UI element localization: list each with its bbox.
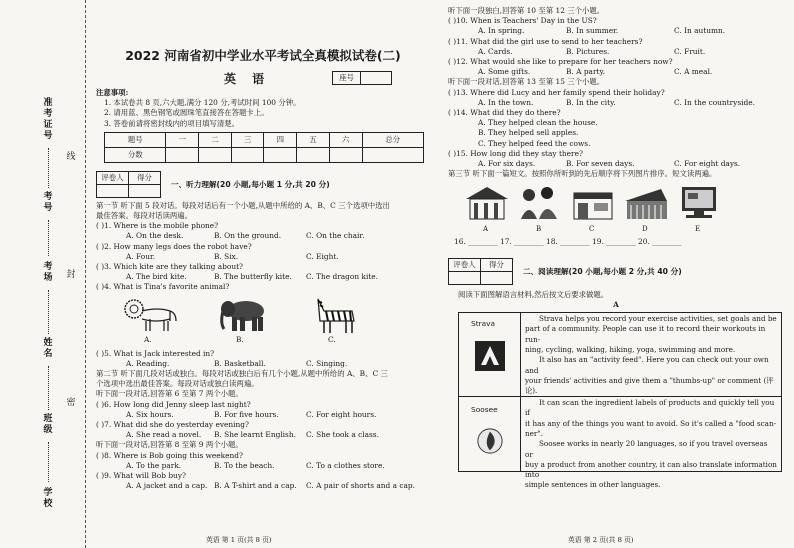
option-c: C. On the chair. <box>306 231 365 241</box>
score-header: 六 <box>329 132 362 147</box>
option-b: B. She learnt English. <box>214 430 296 440</box>
note-item: 1. 本试卷共 8 页,六大题,满分 120 分,考试时间 100 分钟。 <box>104 98 301 108</box>
label-admission-no: 准考证号 <box>43 98 53 141</box>
question-2: ( )2. How many legs does the robot have? <box>96 241 252 251</box>
section2-intro: 第二节 听下面几段对话或独白。每段对话或独白后有几个小题,从题中所给的 A、B、C 三 <box>96 369 388 379</box>
option-b: B. On the ground. <box>214 231 282 241</box>
question-10: ( )10. When is Teachers' Day in the US? <box>448 16 597 26</box>
score-cell[interactable] <box>297 147 330 162</box>
page-footer: 英语 第 2 页(共 8 页) <box>568 536 634 544</box>
q13-15-intro: 听下面一段对话,回答第 13 至第 15 三个小题。 <box>448 77 605 87</box>
label-class: 班级 <box>43 414 53 435</box>
score-header: 三 <box>231 132 264 147</box>
note-item: 3. 答卷前请将密封线内的项目填写清楚。 <box>104 118 240 128</box>
seat-label: 座号 <box>333 72 361 84</box>
grader-label: 评卷人 <box>97 171 129 184</box>
grader-field[interactable] <box>97 184 129 197</box>
notes-heading: 注意事项: <box>96 88 129 97</box>
passage-label: A <box>613 299 619 309</box>
computer-icon <box>674 183 724 223</box>
fill-line <box>48 366 49 410</box>
strava-text: Strava helps you record your exercise activities, set goals and be <box>539 314 777 324</box>
option-a: A. Some gifts. <box>478 67 531 77</box>
score-header: 五 <box>297 132 330 147</box>
friends-icon <box>515 183 565 223</box>
soosee-icon <box>476 427 504 455</box>
label-school: 学校 <box>43 488 53 509</box>
strava-text: ning, cycling, walking, hiking, yoga, swimming and more. <box>525 344 736 354</box>
part2-heading: 二、阅读理解(20 小题,每小题 2 分,共 40 分) <box>523 266 682 276</box>
option-c: C. In autumn. <box>674 26 726 36</box>
label-name: 姓名 <box>43 338 53 359</box>
option-c: C. In the countryside. <box>674 97 755 107</box>
score-header: 题号 <box>105 132 166 147</box>
question-1: ( )1. Where is the mobile phone? <box>96 221 219 231</box>
soosee-text: buy a product from another country, it can also translate information into <box>525 459 777 480</box>
option-a: A. On the desk. <box>126 231 184 241</box>
picture-a <box>462 183 512 234</box>
page-two <box>440 0 794 548</box>
binding-sidebar <box>0 0 86 548</box>
picture-label: A <box>483 225 489 234</box>
question-4: ( )4. What is Tina's favorite animal? <box>96 282 230 292</box>
question-11: ( )11. What did the girl use to send to her teachers? <box>448 36 643 46</box>
score-header: 总分 <box>362 132 423 147</box>
lion-icon <box>120 295 180 335</box>
score-header: 二 <box>199 132 232 147</box>
soosee-text: it has any of the things you want to avoid. So it's called a "food scan- <box>525 418 777 428</box>
option-b: B. Pictures. <box>566 46 610 56</box>
option-b: B. For seven days. <box>566 159 635 169</box>
option-a: A. In spring. <box>478 26 525 36</box>
picture-d <box>621 183 671 234</box>
part1-heading: 一、听力理解(20 小题,每小题 1 分,共 20 分) <box>171 179 330 189</box>
soosee-logo <box>459 397 521 471</box>
option-c: C. They helped feed the cows. <box>478 138 591 148</box>
label-room: 考场 <box>43 262 53 283</box>
question-9: ( )9. What will Bob buy? <box>96 471 186 481</box>
q10-12-intro: 听下面一段独白,回答第 10 至第 12 三个小题。 <box>448 6 605 15</box>
grader-label: 评卷人 <box>449 258 481 271</box>
score-label: 得分 <box>129 171 161 184</box>
soosee-text: Soosee works in nearly 20 languages, so if you travel overseas or <box>525 439 768 459</box>
soosee-row <box>459 397 781 490</box>
score-cell[interactable] <box>166 147 199 162</box>
score-cell[interactable] <box>362 147 423 162</box>
page-one <box>86 0 438 548</box>
strava-logo <box>459 313 521 396</box>
grader-box <box>448 258 784 285</box>
score-field[interactable] <box>129 184 161 197</box>
option-c: C. A meal. <box>674 67 713 77</box>
seat-field[interactable] <box>361 72 389 84</box>
grader-box <box>96 171 430 198</box>
option-a: A. A jacket and a cap. <box>126 481 208 491</box>
question-15: ( )15. How long did they stay there? <box>448 148 583 158</box>
question-13: ( )13. Where did Lucy and her family spend their holiday? <box>448 87 665 97</box>
score-label: 得分 <box>481 258 513 271</box>
strava-row <box>459 313 781 397</box>
picture-label: D <box>642 225 648 234</box>
option-a: A. Four. <box>126 251 156 261</box>
seat-number-box <box>332 71 392 85</box>
strava-text: 论). <box>525 386 538 396</box>
option-c: C. To a clothes store. <box>306 460 385 470</box>
score-table <box>104 132 424 163</box>
fill-line <box>48 442 49 482</box>
option-b: B. A party. <box>566 67 605 77</box>
score-cell[interactable] <box>264 147 297 162</box>
building-icon <box>462 183 512 223</box>
strava-text: your friends' activities and give them a "thumbs-up" or comment (评 <box>525 375 774 385</box>
option-b: B. The butterfly kite. <box>214 272 292 282</box>
option-a: A. In the town. <box>478 97 534 107</box>
option-a: A. The bird kite. <box>126 272 187 282</box>
option-a: A. Cards. <box>478 46 513 56</box>
section2-intro: 听下面一段对话,回答第 6 至第 7 两个小题。 <box>96 389 243 399</box>
picture-label: E <box>695 225 701 234</box>
picture-label: B <box>536 225 542 234</box>
option-c: C. Eight. <box>306 251 339 261</box>
soosee-text: ner". <box>525 428 543 438</box>
seal-word-line: 线 <box>66 152 76 162</box>
section2-intro: 个选项中选出最佳答案。每段对话或独白读两遍。 <box>96 379 259 389</box>
fill-line <box>48 220 49 256</box>
option-a: A. Six hours. <box>126 409 174 419</box>
option-c: C. Fruit. <box>674 46 706 56</box>
q8-9-intro: 听下面一段对话,回答第 8 至第 9 两个小题。 <box>96 440 243 450</box>
score-cell[interactable] <box>199 147 232 162</box>
option-b: B. They helped sell apples. <box>478 128 579 138</box>
question-14: ( )14. What did they do there? <box>448 108 561 118</box>
question-12: ( )12. What would she like to prepare for her teachers now? <box>448 57 673 67</box>
option-a: A. Reading. <box>126 358 170 368</box>
score-cell[interactable] <box>231 147 264 162</box>
question-5: ( )5. What is Jack interested in? <box>96 348 215 358</box>
option-c: C. For eight hours. <box>306 409 377 419</box>
answer-blanks: 16. ________ 17. ________ 18. ________ 19. ________ 20. ________ <box>454 237 682 247</box>
fill-line <box>48 290 49 334</box>
question-7: ( )7. What did she do yesterday evening? <box>96 420 249 430</box>
strava-text: It also has an "activity feed". Here you can check out your own and <box>525 355 769 375</box>
option-c: C. For eight days. <box>674 159 741 169</box>
picture-b <box>515 183 565 234</box>
hall-icon <box>621 183 671 223</box>
section1-intro: 第一节 听下面 5 段对话。每段对话后有一个小题,从题中所给的 A、B、C 三个选项中选出 <box>96 200 390 210</box>
option-c: C. Singing. <box>306 358 348 368</box>
option-a: A. She read a novel. <box>126 430 202 440</box>
question-8: ( )8. Where is Bob going this weekend? <box>96 450 243 460</box>
option-b: B. To the beach. <box>214 460 275 470</box>
lion-picture <box>120 295 212 343</box>
score-cell[interactable] <box>329 147 362 162</box>
question-3: ( )3. Which kite are they talking about? <box>96 262 244 272</box>
animal-pictures <box>120 295 430 343</box>
page-footer: 英语 第 1 页(共 8 页) <box>206 536 272 544</box>
option-a: A. For six days. <box>478 159 536 169</box>
picture-label: C <box>589 225 595 234</box>
picture-c <box>568 183 618 234</box>
option-b: B. For five hours. <box>214 409 279 419</box>
soosee-text: simple sentences in other languages. <box>525 480 661 490</box>
zebra-picture <box>304 295 396 343</box>
option-c: C. A pair of shorts and a cap. <box>306 481 415 491</box>
soosee-text: It can scan the ingredient labels of products and quickly tell you if <box>525 398 775 418</box>
fill-line <box>48 148 49 188</box>
sequence-pictures <box>462 183 784 234</box>
option-c: C. She took a class. <box>306 430 379 440</box>
picture-e <box>674 183 724 234</box>
score-field[interactable] <box>481 271 513 284</box>
part2-intro: 阅读下面图解语言材料,然后按文后要求做题。 <box>458 289 609 299</box>
grader-field[interactable] <box>449 271 481 284</box>
option-c: C. The dragon kite. <box>306 272 378 282</box>
score-row-label: 分数 <box>105 147 166 162</box>
zebra-icon <box>304 295 364 335</box>
option-b: B. A T-shirt and a cap. <box>214 481 297 491</box>
section3-intro: 第三节 听下面一篇短文。按照你所听到的先后顺序将下列图片排序。短文读两遍。 <box>448 169 717 179</box>
strava-name: Strava <box>471 319 496 329</box>
label-exam-no: 考号 <box>43 192 53 213</box>
note-item: 2. 请用蓝、黑色钢笔或圆珠笔直接答在答题卡上。 <box>104 108 269 118</box>
score-header: 四 <box>264 132 297 147</box>
soosee-name: Soosee <box>471 405 498 415</box>
option-b: B. Six. <box>214 251 239 261</box>
picture-label: B. <box>236 334 244 344</box>
strava-icon <box>475 341 505 371</box>
seal-word-secret: 密 <box>66 398 76 408</box>
shop-icon <box>568 183 618 223</box>
section1-intro: 最佳答案。每段对话读两遍。 <box>96 211 193 221</box>
option-b: B. In the city. <box>566 97 616 107</box>
option-a: A. They helped clean the house. <box>478 118 598 128</box>
strava-text: part of a community. People can use it to record their workouts in run- <box>525 324 766 344</box>
question-6: ( )6. How long did Jenny sleep last night? <box>96 399 251 409</box>
subject-title: 英 语 <box>224 72 271 86</box>
exam-title: 2022 河南省初中学业水平考试全真模拟试卷(二) <box>125 48 401 63</box>
picture-label: A. <box>144 334 152 344</box>
option-b: B. In summer. <box>566 26 619 36</box>
elephant-icon <box>212 295 272 335</box>
option-a: A. To the park. <box>126 460 182 470</box>
score-header: 一 <box>166 132 199 147</box>
picture-label: C. <box>328 334 336 344</box>
option-b: B. Basketball. <box>214 358 266 368</box>
elephant-picture <box>212 295 304 343</box>
seal-word-seal: 封 <box>66 270 76 280</box>
reading-box <box>458 312 782 490</box>
